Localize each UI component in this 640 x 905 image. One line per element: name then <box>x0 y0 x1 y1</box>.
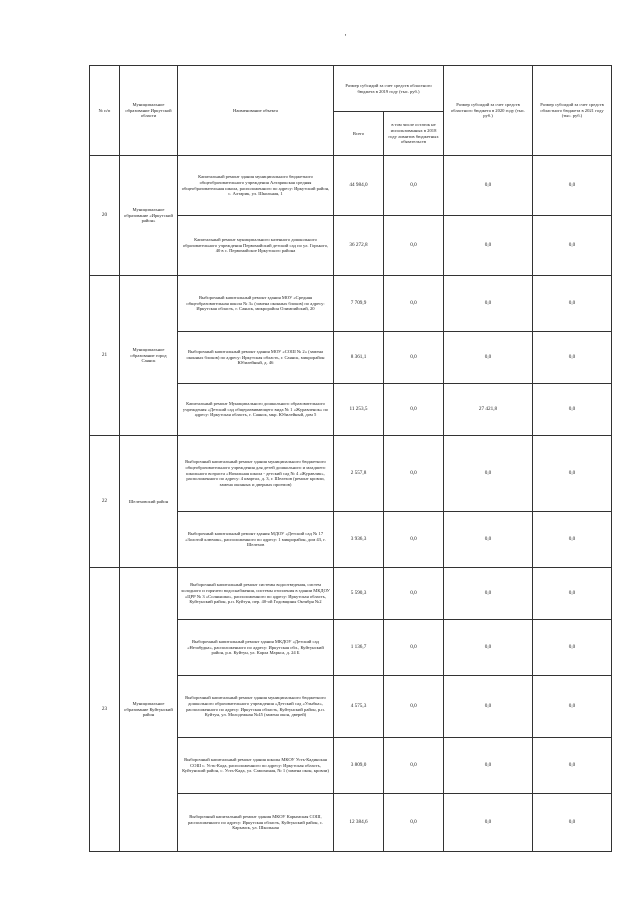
group-number: 20 <box>90 156 120 276</box>
value-2020: 0,0 <box>444 676 533 738</box>
header-no: № п/п <box>90 66 120 156</box>
value-2020: 27 421,8 <box>444 384 533 436</box>
value-2021: 0,0 <box>533 216 612 276</box>
object-name: Выборочный капитальный ремонт здания МОУ «СОШ № 2» (замена оконных блоков) по адресу: Иркутская область, г. Саянск, микрорайон Юбилейный, д. 46 <box>178 332 334 384</box>
object-name: Выборочный капитальный ремонт здания МКДОУ «Детский сад «Незабудка», расположенного по адресу: Иркутская обл., Куйтунский район, р.п. Куйтун, ул. Карла Маркса, д. 24 Б <box>178 620 334 676</box>
value-2020: 0,0 <box>444 738 533 794</box>
value-2021: 0,0 <box>533 794 612 852</box>
value-2020: 0,0 <box>444 332 533 384</box>
object-name: Выборочный капитальный ремонт здания МДОУ «Детский сад № 17 «Золотой ключик», расположенного по адресу: 1 микрорайон, дом 43, г. Шелехов <box>178 512 334 568</box>
value-2020: 0,0 <box>444 794 533 852</box>
value-2021: 0,0 <box>533 384 612 436</box>
header-unspent: в том числе остаток не использованных в 2018 году лимитов бюджетных обязательств <box>384 112 444 156</box>
table-row <box>90 276 612 332</box>
value-unspent-2019: 0,0 <box>384 676 444 738</box>
value-total-2019: 12 384,6 <box>334 794 384 852</box>
value-2021: 0,0 <box>533 156 612 216</box>
value-unspent-2019: 0,0 <box>384 384 444 436</box>
object-name: Капитальный ремонт здания муниципального бюджетного общеобразовательного учреждения Алтарикская средняя общеобразовательная школа, расположенного по адресу: Иркутский район, с. Алтарик, ул. Школьная, 1 <box>178 156 334 216</box>
value-total-2019: 8 361,1 <box>334 332 384 384</box>
value-2020: 0,0 <box>444 216 533 276</box>
municipality-name: Муниципальное образование город Саянск <box>120 276 178 436</box>
value-2021: 0,0 <box>533 738 612 794</box>
value-total-2019: 5 590,3 <box>334 568 384 620</box>
value-2021: 0,0 <box>533 620 612 676</box>
object-name: Капитальный ремонт Муниципального дошкольного образовательного учреждения «Детский сад общеразвивающего вида № 1 «Журавленок» по адресу: Иркутская область, г. Саянск, мкр. Юбилейный, дом 5 <box>178 384 334 436</box>
object-name: Выборочный капитальный ремонт здания школы МКОУ Усть-Кадинская СОШ с. Усть-Када, расположенного по адресу: Иркутская область, Куйтунский район, с. Усть-Када, ул. Самохиная, № 1 (замена окон, кровли) <box>178 738 334 794</box>
header-municipality: Муниципальное образование Иркутской области <box>120 66 178 156</box>
value-unspent-2019: 0,0 <box>384 738 444 794</box>
value-2020: 0,0 <box>444 620 533 676</box>
value-total-2019: 7 709,9 <box>334 276 384 332</box>
value-total-2019: 4 575,3 <box>334 676 384 738</box>
value-total-2019: 1 136,7 <box>334 620 384 676</box>
group-number: 22 <box>90 436 120 568</box>
table-row <box>90 568 612 620</box>
value-total-2019: 11 253,5 <box>334 384 384 436</box>
value-2020: 0,0 <box>444 568 533 620</box>
value-total-2019: 3 809,0 <box>334 738 384 794</box>
value-unspent-2019: 0,0 <box>384 512 444 568</box>
value-total-2019: 3 936,3 <box>334 512 384 568</box>
value-2021: 0,0 <box>533 568 612 620</box>
table-row <box>90 156 612 216</box>
header-subsidy-2019: Размер субсидий за счет средств областного бюджета в 2019 году (тыс. руб.) <box>334 66 444 112</box>
value-2021: 0,0 <box>533 276 612 332</box>
value-unspent-2019: 0,0 <box>384 568 444 620</box>
value-unspent-2019: 0,0 <box>384 156 444 216</box>
page-mark: · <box>344 30 347 40</box>
value-total-2019: 36 272,8 <box>334 216 384 276</box>
header-object-name: Наименование объекта <box>178 66 334 156</box>
header-total: Всего <box>334 112 384 156</box>
value-unspent-2019: 0,0 <box>384 436 444 512</box>
subsidy-table <box>89 65 612 852</box>
group-number: 23 <box>90 568 120 852</box>
value-2020: 0,0 <box>444 436 533 512</box>
value-2021: 0,0 <box>533 332 612 384</box>
municipality-name: Муниципальное образование Куйтунский район <box>120 568 178 852</box>
object-name: Капитальный ремонт муниципального казенного дошкольного образовательного учреждения Первомайский детский сад по ул. Горького, 40 в с. Первомайское Иркутского района <box>178 216 334 276</box>
value-2021: 0,0 <box>533 676 612 738</box>
table-row <box>90 436 612 512</box>
header-subsidy-2020: Размер субсидий за счет средств областного бюджета в 2020 году (тыс. руб.) <box>444 66 533 156</box>
value-unspent-2019: 0,0 <box>384 794 444 852</box>
value-2020: 0,0 <box>444 276 533 332</box>
object-name: Выборочный капитальный ремонт здания МКОУ Карымская СОШ, расположенного по адресу: Иркутская область, Куйтунский район, с. Карымск, ул. Школьная <box>178 794 334 852</box>
object-name: Выборочный капитальный ремонт здания МОУ «Средняя общеобразовательная школа № 3» (замена оконных блоков) по адресу: Иркутская область, г. Саянск, микрорайон Олимпийский, 20 <box>178 276 334 332</box>
municipality-name: Шелеховский район <box>120 436 178 568</box>
value-unspent-2019: 0,0 <box>384 332 444 384</box>
value-total-2019: 2 557,8 <box>334 436 384 512</box>
object-name: Выборочный капитальный ремонт здания муниципального бюджетного дошкольного образовательного учреждения «Детский сад «Улыбка», расположенного по адресу: Иркутская область, Куйтунский район, р.п. Куйтун, ул. Молодежная №45 (замена окон, дверей) <box>178 676 334 738</box>
value-2021: 0,0 <box>533 436 612 512</box>
value-2020: 0,0 <box>444 512 533 568</box>
value-unspent-2019: 0,0 <box>384 620 444 676</box>
value-total-2019: 44 984,0 <box>334 156 384 216</box>
group-number: 21 <box>90 276 120 436</box>
value-unspent-2019: 0,0 <box>384 276 444 332</box>
value-2020: 0,0 <box>444 156 533 216</box>
value-2021: 0,0 <box>533 512 612 568</box>
object-name: Выборочный капитальный ремонт здания муниципального бюджетного общеобразовательного учреждения для детей дошкольного и младшего школьного возраста «Начальная школа - детский сад № 4 «Журавлик», расположенного по адресу: 4 квартал, д. 3, г. Шелехов (ремонт кровли, замена оконных и дверных проемов) <box>178 436 334 512</box>
object-name: Выборочный капитальный ремонт системы водоотведения, систем холодного и горячего водоснабжения, системы отопления в здании МКДОУ «ЦРР № 3 «Солнышко», расположенного по адресу: Иркутская область, Куйтунский район, р.п. Куйтун, пер. 40-ой Годовщины Октября №2 <box>178 568 334 620</box>
header-subsidy-2021: Размер субсидий за счет средств областного бюджета в 2021 году (тыс. руб.) <box>533 66 612 156</box>
municipality-name: Муниципальное образование «Иркутский район» <box>120 156 178 276</box>
value-unspent-2019: 0,0 <box>384 216 444 276</box>
